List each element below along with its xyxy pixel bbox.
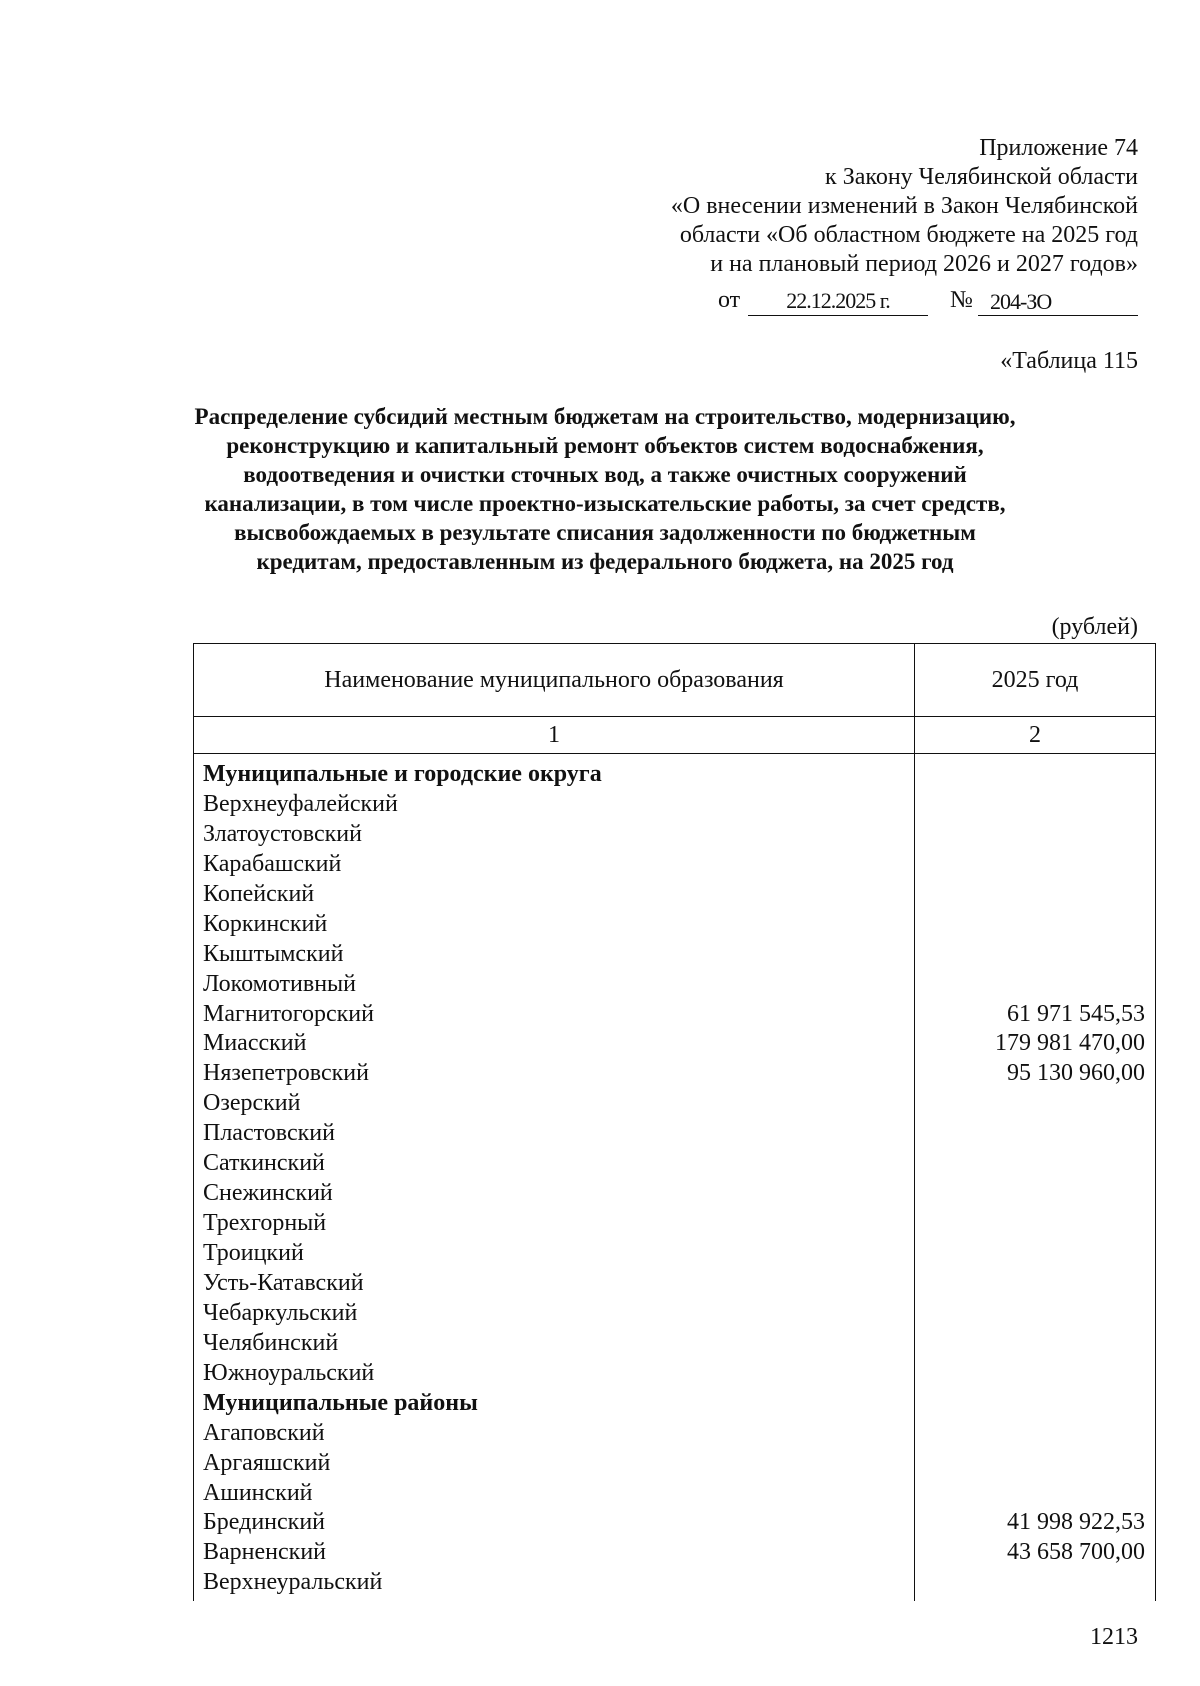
municipality-name: Агаповский <box>203 1419 325 1446</box>
subsidy-value <box>915 820 1145 850</box>
municipality-name: Усть-Катавский <box>203 1269 364 1296</box>
from-label: от <box>718 287 741 313</box>
municipality-name: Трехгорный <box>203 1210 327 1237</box>
subsidy-value <box>915 1089 1145 1119</box>
subsidy-value: 41 998 922,53 <box>1007 1509 1145 1536</box>
subsidy-value <box>915 940 1145 970</box>
municipality-name: Саткинский <box>203 1150 325 1177</box>
municipality-name: Магнитогорский <box>203 1000 374 1027</box>
municipality-name: Челябинский <box>203 1329 339 1356</box>
municipality-name: Локомотивный <box>203 970 357 997</box>
municipality-name: Верхнеуфалейский <box>203 790 398 817</box>
subsidy-value <box>915 970 1145 1000</box>
header-line: и на плановый период 2026 и 2027 годов» <box>710 251 1138 277</box>
subsidy-value <box>915 760 1145 790</box>
municipality-name: Миасский <box>203 1030 307 1057</box>
subsidy-value <box>915 1359 1145 1389</box>
municipality-name: Златоустовский <box>203 820 362 847</box>
municipality-name: Аргаяшский <box>203 1449 331 1476</box>
page-number: 1213 <box>1090 1624 1138 1650</box>
subsidy-value <box>915 1209 1145 1239</box>
subsidy-value <box>915 910 1145 940</box>
subsidy-value <box>915 1449 1145 1479</box>
law-date: 22.12.2025 г. <box>748 287 928 316</box>
municipality-name: Коркинский <box>203 910 328 937</box>
header-line: области «Об областном бюджете на 2025 год <box>679 222 1138 248</box>
municipality-name: Ашинский <box>203 1479 313 1506</box>
subsidy-value: 95 130 960,00 <box>1007 1060 1145 1087</box>
header-line: Приложение 74 <box>979 135 1138 161</box>
municipality-name: Троицкий <box>203 1240 304 1266</box>
municipality-name: Брединский <box>203 1509 326 1536</box>
title-line: высвобождаемых в результате списания задолженности по бюджетным <box>234 520 976 545</box>
table-reference: «Таблица 115 <box>1000 348 1138 374</box>
column-number: 1 <box>194 717 915 754</box>
subsidy-value <box>915 850 1145 880</box>
municipality-name: Варненский <box>203 1539 326 1566</box>
municipality-name: Верхнеуральский <box>203 1569 383 1596</box>
law-number: 204-ЗО <box>978 288 1138 316</box>
subsidy-value <box>915 1119 1145 1149</box>
title-line: водоотведения и очистки сточных вод, а также очистных сооружений <box>243 462 967 487</box>
municipality-name: Копейский <box>203 880 315 907</box>
number-label: № <box>950 287 973 313</box>
table-section-heading: Муниципальные и городские округа <box>203 761 602 787</box>
table-section-heading: Муниципальные районы <box>203 1389 478 1416</box>
municipality-name: Снежинский <box>203 1180 333 1207</box>
municipality-name: Озерский <box>203 1090 301 1117</box>
title-line: реконструкцию и капитальный ремонт объектов систем водоснабжения, <box>226 433 984 458</box>
municipality-name: Южноуральский <box>203 1359 375 1386</box>
document-title <box>190 402 1020 576</box>
header-line: «О внесении изменений в Закон Челябинской <box>670 193 1138 219</box>
header-municipality: Наименование муниципального образования <box>194 644 915 717</box>
municipality-name: Чебаркульский <box>203 1299 358 1326</box>
municipality-names <box>194 754 915 1602</box>
subsidy-value <box>915 790 1145 820</box>
subsidy-table <box>193 643 1155 1601</box>
title-line: канализации, в том числе проектно-изыскательские работы, за счет средств, <box>204 491 1006 516</box>
subsidy-value <box>915 880 1145 910</box>
subsidy-value <box>915 1239 1145 1269</box>
header-line: к Закону Челябинской области <box>825 164 1138 190</box>
municipality-name: Кыштымский <box>203 940 344 967</box>
subsidy-values <box>915 754 1156 1602</box>
subsidy-value <box>915 1269 1145 1299</box>
subsidy-value <box>915 1149 1145 1179</box>
municipality-name: Карабашский <box>203 850 342 877</box>
subsidy-value <box>915 1419 1145 1449</box>
column-number: 2 <box>915 717 1156 754</box>
subsidy-value <box>915 1479 1145 1509</box>
appendix-header <box>671 134 1138 279</box>
subsidy-value <box>915 1299 1145 1329</box>
subsidy-value: 179 981 470,00 <box>995 1030 1145 1057</box>
subsidy-value <box>915 1568 1145 1598</box>
subsidy-value <box>915 1329 1145 1359</box>
title-line: кредитам, предоставленным из федерального бюджета, на 2025 год <box>256 549 954 574</box>
title-line: Распределение субсидий местным бюджетам на строительство, модернизацию, <box>194 404 1016 429</box>
municipality-name: Пластовский <box>203 1120 335 1147</box>
subsidy-value: 43 658 700,00 <box>1007 1539 1145 1566</box>
header-year: 2025 год <box>915 644 1156 717</box>
units-label: (рублей) <box>1051 614 1138 640</box>
subsidy-value <box>915 1179 1145 1209</box>
subsidy-value <box>915 1389 1145 1419</box>
law-date-number <box>718 286 1138 318</box>
municipality-name: Нязепетровский <box>203 1060 369 1087</box>
subsidy-value: 61 971 545,53 <box>1007 1000 1145 1027</box>
